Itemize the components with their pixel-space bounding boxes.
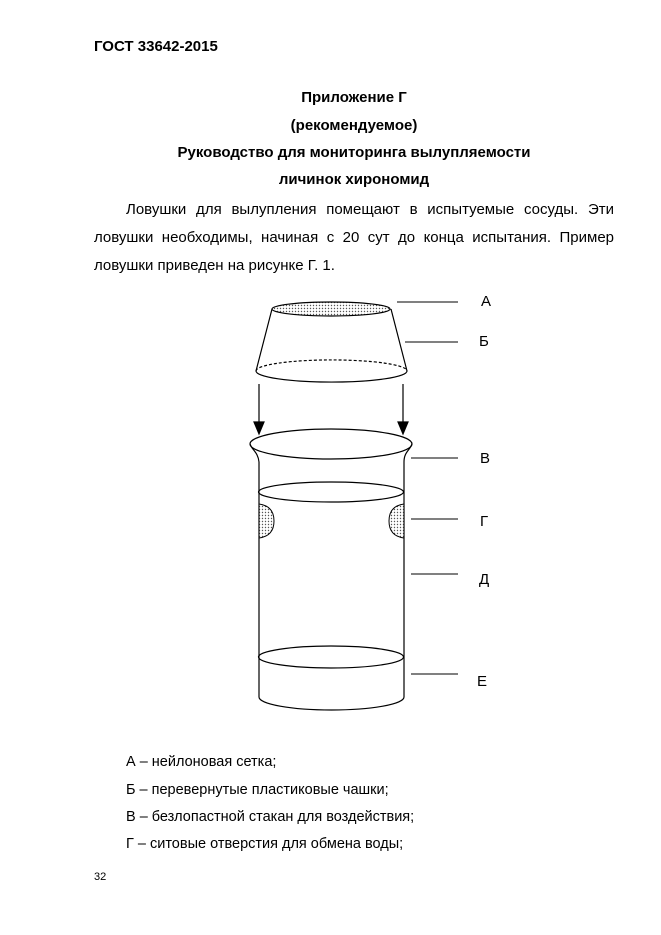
- label-a: А: [481, 293, 492, 310]
- appendix-title: Приложение Г: [301, 89, 407, 106]
- page-number: 32: [94, 871, 107, 883]
- nylon-mesh: [272, 302, 390, 316]
- sieve-hole-left: [259, 504, 274, 538]
- legend-item-v: В – безлопастной стакан для воздействия;: [126, 809, 415, 825]
- appendix-status: (рекомендуемое): [290, 117, 418, 134]
- label-v: В: [480, 450, 491, 467]
- legend-item-a: А – нейлоновая сетка;: [126, 754, 277, 770]
- legend-item-b: Б – перевернутые пластиковые чашки;: [126, 782, 389, 798]
- label-g: Г: [480, 513, 489, 530]
- appendix-heading-line1: Руководство для мониторинга вылупляемости: [177, 144, 531, 161]
- placement-arrows: [254, 384, 408, 434]
- appendix-heading-line2: личинок хирономид: [278, 171, 430, 188]
- emergence-trap-figure: [0, 280, 661, 730]
- exposure-beaker: [250, 429, 412, 710]
- inverted-cup: [256, 309, 407, 382]
- label-d: Д: [479, 571, 490, 588]
- label-e: Е: [477, 673, 488, 690]
- legend-item-g: Г – ситовые отверстия для обмена воды;: [126, 836, 404, 852]
- sieve-hole-right: [389, 504, 404, 538]
- body-paragraph: Ловушки для вылупления помещают в испытуемые сосуды. Эти ловушки необходимы, начиная с 20 сут до конца испытания. Пример ловушки приведен на рисунке Г. 1.: [94, 201, 614, 274]
- leader-lines: [397, 302, 458, 674]
- document-code: ГОСТ 33642-2015: [94, 38, 218, 55]
- label-b: Б: [479, 333, 489, 350]
